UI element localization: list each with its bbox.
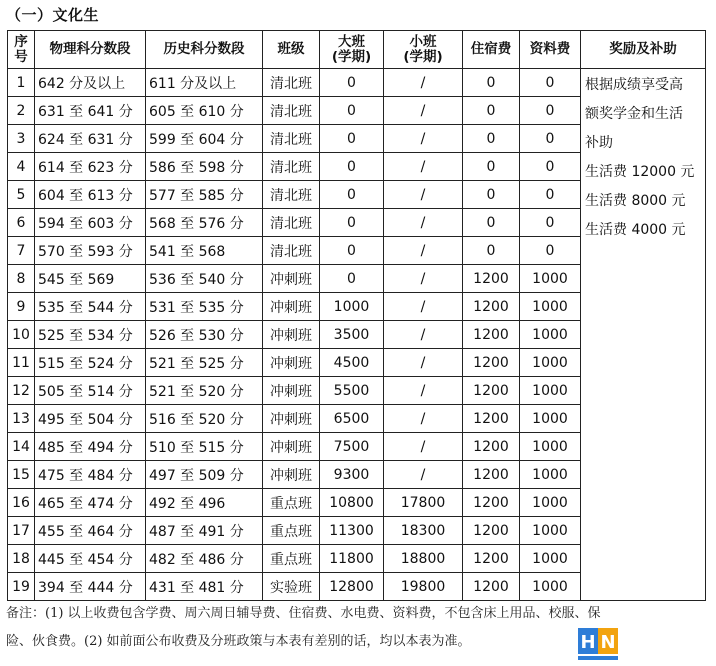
row-number: 1 xyxy=(8,69,35,97)
small-class-fee: / xyxy=(384,293,463,321)
big-class-fee: 3500 xyxy=(320,321,384,349)
physics-score-range: 394 至 444 分 xyxy=(35,573,146,601)
physics-score-range: 445 至 454 分 xyxy=(35,545,146,573)
section-title: （一）文化生 xyxy=(6,6,100,24)
class-name: 冲刺班 xyxy=(263,293,320,321)
big-class-fee: 0 xyxy=(320,69,384,97)
physics-score-range: 614 至 623 分 xyxy=(35,153,146,181)
materials-fee: 0 xyxy=(520,209,581,237)
class-name: 清北班 xyxy=(263,153,320,181)
lodging-fee: 1200 xyxy=(463,545,520,573)
class-name: 冲刺班 xyxy=(263,405,320,433)
materials-fee: 1000 xyxy=(520,489,581,517)
physics-score-range: 535 至 544 分 xyxy=(35,293,146,321)
history-score-range: 568 至 576 分 xyxy=(146,209,263,237)
small-class-fee: / xyxy=(384,181,463,209)
logo-letter-n: N xyxy=(600,632,616,653)
history-score-range: 510 至 515 分 xyxy=(146,433,263,461)
row-number: 10 xyxy=(8,321,35,349)
class-name: 清北班 xyxy=(263,181,320,209)
materials-fee: 0 xyxy=(520,153,581,181)
materials-fee: 1000 xyxy=(520,293,581,321)
class-name: 冲刺班 xyxy=(263,461,320,489)
row-number: 6 xyxy=(8,209,35,237)
row-number: 18 xyxy=(8,545,35,573)
header-lodging: 住宿费 xyxy=(463,31,520,69)
big-class-fee: 0 xyxy=(320,97,384,125)
header-big-line2: (学期) xyxy=(331,48,372,65)
award-line: 根据成绩享受高 xyxy=(585,77,683,93)
lodging-fee: 1200 xyxy=(463,405,520,433)
big-class-fee: 9300 xyxy=(320,461,384,489)
history-score-range: 586 至 598 分 xyxy=(146,153,263,181)
row-number: 9 xyxy=(8,293,35,321)
lodging-fee: 1200 xyxy=(463,433,520,461)
lodging-fee: 1200 xyxy=(463,461,520,489)
history-score-range: 487 至 491 分 xyxy=(146,517,263,545)
history-score-range: 611 分及以上 xyxy=(146,69,263,97)
award-line: 生活费 12000 元 xyxy=(585,164,695,180)
small-class-fee: / xyxy=(384,321,463,349)
table-row xyxy=(8,69,706,97)
hn-logo xyxy=(576,622,620,666)
award-line: 生活费 8000 元 xyxy=(585,193,686,209)
big-class-fee: 5500 xyxy=(320,377,384,405)
small-class-fee: / xyxy=(384,349,463,377)
row-number: 7 xyxy=(8,237,35,265)
small-class-fee: / xyxy=(384,265,463,293)
logo-underline xyxy=(578,656,618,660)
row-number: 17 xyxy=(8,517,35,545)
row-number: 15 xyxy=(8,461,35,489)
class-name: 清北班 xyxy=(263,237,320,265)
big-class-fee: 11300 xyxy=(320,517,384,545)
header-seq-line1: 序 xyxy=(14,33,28,50)
materials-fee: 1000 xyxy=(520,377,581,405)
big-class-fee: 11800 xyxy=(320,545,384,573)
history-score-range: 492 至 496 xyxy=(146,489,263,517)
class-name: 清北班 xyxy=(263,97,320,125)
big-class-fee: 4500 xyxy=(320,349,384,377)
history-score-range: 521 至 520 分 xyxy=(146,377,263,405)
class-name: 冲刺班 xyxy=(263,321,320,349)
lodging-fee: 0 xyxy=(463,209,520,237)
header-materials: 资料费 xyxy=(520,31,581,69)
history-score-range: 521 至 525 分 xyxy=(146,349,263,377)
class-name: 清北班 xyxy=(263,125,320,153)
materials-fee: 1000 xyxy=(520,433,581,461)
lodging-fee: 1200 xyxy=(463,573,520,601)
materials-fee: 1000 xyxy=(520,545,581,573)
lodging-fee: 0 xyxy=(463,153,520,181)
history-score-range: 531 至 535 分 xyxy=(146,293,263,321)
award-line: 生活费 4000 元 xyxy=(585,222,686,238)
physics-score-range: 642 分及以上 xyxy=(35,69,146,97)
header-history: 历史科分数段 xyxy=(146,31,263,69)
big-class-fee: 7500 xyxy=(320,433,384,461)
header-big-line1: 大班 xyxy=(338,33,365,50)
materials-fee: 1000 xyxy=(520,517,581,545)
logo-letter-h: H xyxy=(580,632,596,653)
small-class-fee: / xyxy=(384,405,463,433)
history-score-range: 516 至 520 分 xyxy=(146,405,263,433)
class-name: 重点班 xyxy=(263,517,320,545)
small-class-fee: / xyxy=(384,153,463,181)
header-small-line2: (学期) xyxy=(403,48,443,65)
header-class: 班级 xyxy=(263,31,320,69)
header-row xyxy=(8,31,706,69)
physics-score-range: 594 至 603 分 xyxy=(35,209,146,237)
materials-fee: 0 xyxy=(520,97,581,125)
small-class-fee: 18300 xyxy=(384,517,463,545)
header-small-line1: 小班 xyxy=(409,33,437,50)
history-score-range: 605 至 610 分 xyxy=(146,97,263,125)
notes-line2: 险、伙食费。(2) 如前面公布收费及分班政策与本表有差别的话，均以本表为准。 xyxy=(6,634,471,649)
materials-fee: 1000 xyxy=(520,265,581,293)
lodging-fee: 0 xyxy=(463,69,520,97)
lodging-fee: 1200 xyxy=(463,321,520,349)
small-class-fee: / xyxy=(384,209,463,237)
lodging-fee: 1200 xyxy=(463,489,520,517)
materials-fee: 1000 xyxy=(520,573,581,601)
physics-score-range: 631 至 641 分 xyxy=(35,97,146,125)
small-class-fee: 19800 xyxy=(384,573,463,601)
class-name: 实验班 xyxy=(263,573,320,601)
class-name: 重点班 xyxy=(263,489,320,517)
history-score-range: 577 至 585 分 xyxy=(146,181,263,209)
small-class-fee: / xyxy=(384,433,463,461)
big-class-fee: 10800 xyxy=(320,489,384,517)
class-name: 重点班 xyxy=(263,545,320,573)
physics-score-range: 525 至 534 分 xyxy=(35,321,146,349)
row-number: 12 xyxy=(8,377,35,405)
table-body xyxy=(8,69,706,601)
class-name: 冲刺班 xyxy=(263,433,320,461)
history-score-range: 526 至 530 分 xyxy=(146,321,263,349)
row-number: 3 xyxy=(8,125,35,153)
small-class-fee: / xyxy=(384,69,463,97)
physics-score-range: 505 至 514 分 xyxy=(35,377,146,405)
row-number: 14 xyxy=(8,433,35,461)
lodging-fee: 0 xyxy=(463,125,520,153)
award-cell xyxy=(581,69,706,601)
physics-score-range: 545 至 569 xyxy=(35,265,146,293)
lodging-fee: 1200 xyxy=(463,293,520,321)
lodging-fee: 0 xyxy=(463,181,520,209)
class-name: 冲刺班 xyxy=(263,349,320,377)
small-class-fee: / xyxy=(384,125,463,153)
history-score-range: 431 至 481 分 xyxy=(146,573,263,601)
lodging-fee: 1200 xyxy=(463,349,520,377)
history-score-range: 599 至 604 分 xyxy=(146,125,263,153)
lodging-fee: 1200 xyxy=(463,377,520,405)
small-class-fee: / xyxy=(384,97,463,125)
row-number: 5 xyxy=(8,181,35,209)
header-seq xyxy=(8,31,35,69)
header-small-class xyxy=(384,31,463,69)
big-class-fee: 0 xyxy=(320,209,384,237)
big-class-fee: 0 xyxy=(320,153,384,181)
big-class-fee: 0 xyxy=(320,125,384,153)
materials-fee: 1000 xyxy=(520,461,581,489)
physics-score-range: 455 至 464 分 xyxy=(35,517,146,545)
small-class-fee: 18800 xyxy=(384,545,463,573)
row-number: 4 xyxy=(8,153,35,181)
history-score-range: 541 至 568 xyxy=(146,237,263,265)
row-number: 2 xyxy=(8,97,35,125)
history-score-range: 482 至 486 分 xyxy=(146,545,263,573)
lodging-fee: 1200 xyxy=(463,517,520,545)
physics-score-range: 624 至 631 分 xyxy=(35,125,146,153)
physics-score-range: 475 至 484 分 xyxy=(35,461,146,489)
notes-line1: 备注：(1) 以上收费包含学费、周六周日辅导费、住宿费、水电费、资料费，不包含床上用品、校服、保 xyxy=(6,606,601,621)
class-name: 冲刺班 xyxy=(263,265,320,293)
class-name: 清北班 xyxy=(263,69,320,97)
physics-score-range: 465 至 474 分 xyxy=(35,489,146,517)
header-physics: 物理科分数段 xyxy=(35,31,146,69)
lodging-fee: 0 xyxy=(463,97,520,125)
materials-fee: 0 xyxy=(520,181,581,209)
small-class-fee: / xyxy=(384,461,463,489)
big-class-fee: 0 xyxy=(320,265,384,293)
big-class-fee: 6500 xyxy=(320,405,384,433)
row-number: 13 xyxy=(8,405,35,433)
award-line: 补助 xyxy=(585,135,613,151)
big-class-fee: 0 xyxy=(320,181,384,209)
header-award: 奖励及补助 xyxy=(581,31,706,69)
history-score-range: 536 至 540 分 xyxy=(146,265,263,293)
lodging-fee: 1200 xyxy=(463,265,520,293)
header-big-class xyxy=(320,31,384,69)
materials-fee: 0 xyxy=(520,125,581,153)
history-score-range: 497 至 509 分 xyxy=(146,461,263,489)
materials-fee: 1000 xyxy=(520,405,581,433)
small-class-fee: / xyxy=(384,237,463,265)
physics-score-range: 515 至 524 分 xyxy=(35,349,146,377)
physics-score-range: 495 至 504 分 xyxy=(35,405,146,433)
materials-fee: 1000 xyxy=(520,321,581,349)
materials-fee: 0 xyxy=(520,237,581,265)
row-number: 8 xyxy=(8,265,35,293)
header-seq-line2: 号 xyxy=(14,48,28,65)
big-class-fee: 12800 xyxy=(320,573,384,601)
fee-table xyxy=(7,30,706,601)
class-name: 清北班 xyxy=(263,209,320,237)
class-name: 冲刺班 xyxy=(263,377,320,405)
row-number: 11 xyxy=(8,349,35,377)
physics-score-range: 604 至 613 分 xyxy=(35,181,146,209)
award-line: 额奖学金和生活 xyxy=(585,106,683,122)
materials-fee: 0 xyxy=(520,69,581,97)
lodging-fee: 0 xyxy=(463,237,520,265)
row-number: 19 xyxy=(8,573,35,601)
small-class-fee: / xyxy=(384,377,463,405)
big-class-fee: 1000 xyxy=(320,293,384,321)
row-number: 16 xyxy=(8,489,35,517)
physics-score-range: 485 至 494 分 xyxy=(35,433,146,461)
small-class-fee: 17800 xyxy=(384,489,463,517)
materials-fee: 1000 xyxy=(520,349,581,377)
physics-score-range: 570 至 593 分 xyxy=(35,237,146,265)
big-class-fee: 0 xyxy=(320,237,384,265)
